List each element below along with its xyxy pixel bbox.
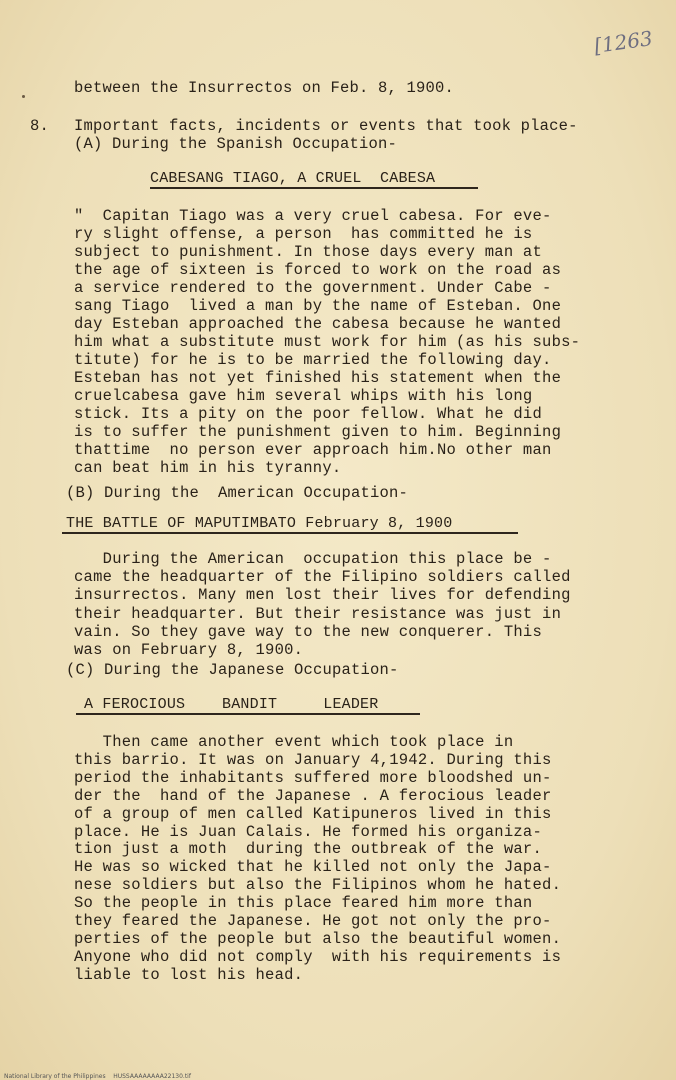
text-line: period the inhabitants suffered more bloodshed un-	[74, 768, 552, 787]
text-line: perties of the people but also the beautiful women.	[74, 929, 562, 948]
text-line: can beat him in his tyranny.	[74, 459, 342, 477]
text-line: He was so wicked that he killed not only the Japa-	[74, 858, 552, 877]
footer-source: National Library of the Philippines HUSSAAAAAAAA22130.tif	[4, 1073, 191, 1080]
item-number: 8.	[30, 117, 50, 135]
text-line: this barrio. It was on January 4,1942. During this	[74, 750, 552, 769]
text-line: So the people in this place feared him more than	[74, 894, 533, 913]
item-title: Important facts, incidents or events that took place-	[74, 117, 578, 135]
text-line: subject to punishment. In those days every man at	[74, 243, 543, 261]
section-b-label: (B) During the American Occupation-	[66, 484, 409, 502]
text-line: was on February 8, 1900.	[74, 641, 304, 659]
text-line: titute) for he is to be married the following day.	[74, 351, 552, 369]
text-line: cruelcabesa gave him several whips with his long	[74, 387, 533, 405]
text-line: ry slight offense, a person has committed he is	[74, 225, 533, 243]
text-line: stick. Its a pity on the poor fellow. What he did	[74, 405, 543, 423]
text-line: is to suffer the punishment given to him. Beginning	[74, 423, 562, 441]
heading-underline	[76, 713, 420, 715]
text-line: him what a substitute must work for him (as his subs-	[74, 333, 581, 351]
text-line: they feared the Japanese. He got not only the pro-	[74, 912, 552, 930]
text-line: insurrectos. Many men lost their lives for defending	[74, 586, 571, 605]
intro-line: between the Insurrectos on Feb. 8, 1900.	[74, 79, 455, 97]
section-c-label: (C) During the Japanese Occupation-	[66, 661, 399, 679]
text-line: Anyone who did not comply with his requirements is	[74, 947, 562, 966]
text-line: came the headquarter of the Filipino soldiers called	[74, 568, 571, 587]
text-line: liable to lost his head.	[74, 965, 304, 984]
text-line: the age of sixteen is forced to work on the road as	[74, 261, 562, 279]
archive-reference-mark: [1263	[592, 26, 655, 58]
text-line: sang Tiago lived a man by the name of Esteban. One	[74, 297, 562, 315]
text-line: a service rendered to the government. Under Cabe -	[74, 279, 552, 297]
text-line: During the American occupation this place be -	[74, 550, 552, 568]
heading-underline	[62, 532, 518, 534]
text-line: nese soldiers but also the Filipinos whom he hated.	[74, 876, 562, 895]
text-line: day Esteban approached the cabesa because he wanted	[74, 315, 562, 333]
text-line: " Capitan Tiago was a very cruel cabesa. For eve-	[74, 207, 552, 225]
text-line: thattime no person ever approach him.No other man	[74, 441, 552, 459]
heading-battle-maputimbato: THE BATTLE OF MAPUTIMBATO February 8, 1900	[66, 515, 453, 532]
text-line: of a group of men called Katipuneros lived in this	[74, 804, 552, 823]
heading-cabesang-tiago: CABESANG TIAGO, A CRUEL CABESA	[150, 170, 436, 187]
text-line: their headquarter. But their resistance was just in	[74, 604, 562, 623]
text-line: Esteban has not yet finished his statement when the	[74, 369, 562, 387]
ink-speck	[22, 95, 25, 98]
text-line: tion just a moth during the outbreak of the war.	[74, 840, 543, 859]
text-line: Then came another event which took place in	[74, 733, 514, 751]
text-line: vain. So they gave way to the new conquerer. This	[74, 622, 543, 641]
text-line: der the hand of the Japanese . A ferocious leader	[74, 786, 552, 805]
text-line: place. He is Juan Calais. He formed his organiza-	[74, 822, 543, 841]
section-a-label: (A) During the Spanish Occupation-	[74, 135, 398, 153]
heading-underline	[150, 187, 478, 189]
heading-ferocious-bandit: A FEROCIOUS BANDIT LEADER	[84, 696, 379, 713]
